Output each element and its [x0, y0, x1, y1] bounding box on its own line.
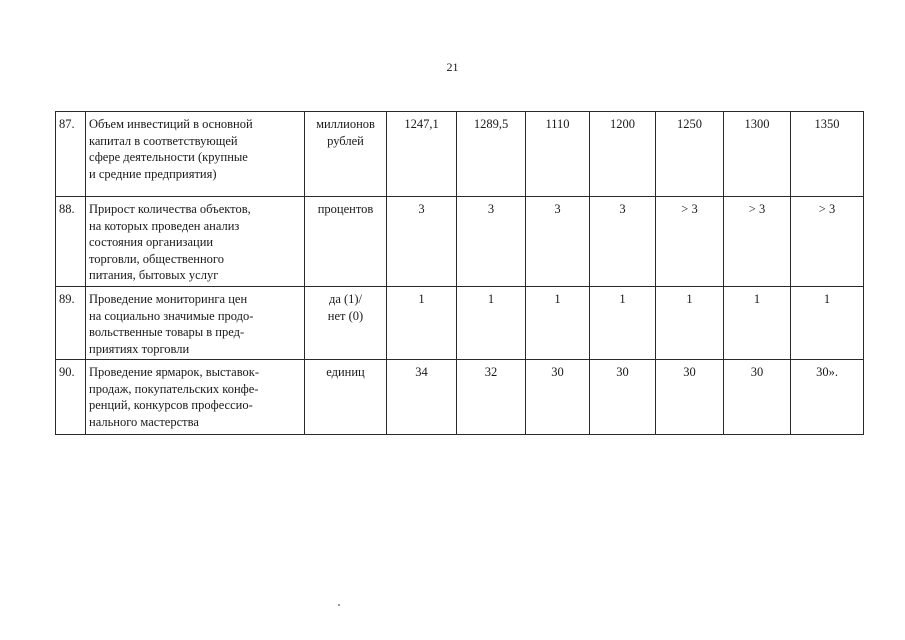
description-line: продаж, покупательских конфе- — [89, 381, 259, 396]
value-cell: 1250 — [656, 112, 724, 197]
indicators-table — [55, 111, 864, 435]
description-line: и средние предприятия) — [89, 166, 217, 181]
unit-line: рублей — [327, 133, 364, 148]
table-row — [56, 287, 864, 360]
description-line: Проведение ярмарок, выставок- — [89, 365, 260, 379]
row-number: 90. — [56, 360, 86, 435]
value-cell: 1 — [387, 287, 457, 360]
description-line: нального мастерства — [89, 414, 199, 429]
value-cell: 1110 — [526, 112, 590, 197]
description-line: ренций, конкурсов профессио- — [89, 398, 253, 412]
description-line: на которых проведен анализ — [89, 218, 240, 233]
value-cell: 1289,5 — [457, 112, 526, 197]
scan-speck — [338, 604, 340, 606]
indicator-description — [86, 112, 305, 197]
value-cell: 30 — [656, 360, 724, 435]
value-cell: 30 — [590, 360, 656, 435]
unit-line: миллионов — [316, 117, 375, 131]
description-line: торговли, общественного — [89, 251, 224, 266]
table-row — [56, 197, 864, 287]
unit-line: единиц — [326, 365, 365, 379]
description-line: Проведение мониторинга цен — [89, 292, 248, 306]
row-number: 89. — [56, 287, 86, 360]
value-cell: 30 — [526, 360, 590, 435]
value-cell: > 3 — [656, 197, 724, 287]
value-cell: > 3 — [791, 197, 864, 287]
unit-line: нет (0) — [327, 308, 364, 323]
value-cell: 1 — [457, 287, 526, 360]
value-cell: 3 — [457, 197, 526, 287]
description-line: Прирост количества объектов, — [89, 202, 251, 216]
unit-of-measure — [305, 197, 387, 287]
value-cell: 1 — [724, 287, 791, 360]
unit-of-measure — [305, 287, 387, 360]
table-row — [56, 360, 864, 435]
unit-of-measure — [305, 112, 387, 197]
value-cell: 1247,1 — [387, 112, 457, 197]
indicator-description — [86, 360, 305, 435]
indicator-description — [86, 197, 305, 287]
page-number: 21 — [446, 60, 459, 74]
description-line: Объем инвестиций в основной — [89, 117, 253, 131]
value-cell: 3 — [590, 197, 656, 287]
value-cell: 32 — [457, 360, 526, 435]
value-cell: 1 — [526, 287, 590, 360]
row-number: 87. — [56, 112, 86, 197]
value-cell: 1200 — [590, 112, 656, 197]
unit-line: процентов — [317, 202, 374, 216]
description-line: вольственные товары в пред- — [89, 325, 245, 339]
table-row — [56, 112, 864, 197]
indicator-description — [86, 287, 305, 360]
value-cell: 1 — [791, 287, 864, 360]
value-cell: 3 — [387, 197, 457, 287]
description-line: на социально значимые продо- — [89, 308, 254, 323]
unit-line: да (1)/ — [328, 292, 363, 306]
description-line: питания, бытовых услуг — [89, 268, 219, 282]
unit-of-measure — [305, 360, 387, 435]
value-cell: 30». — [791, 360, 864, 435]
description-line: состояния организации — [89, 235, 214, 249]
value-cell: 1350 — [791, 112, 864, 197]
description-line: сфере деятельности (крупные — [89, 150, 248, 164]
value-cell: 1300 — [724, 112, 791, 197]
value-cell: > 3 — [724, 197, 791, 287]
value-cell: 1 — [590, 287, 656, 360]
value-cell: 1 — [656, 287, 724, 360]
description-line: капитал в соответствующей — [89, 133, 238, 148]
value-cell: 30 — [724, 360, 791, 435]
row-number: 88. — [56, 197, 86, 287]
description-line: приятиях торговли — [89, 341, 190, 356]
value-cell: 34 — [387, 360, 457, 435]
value-cell: 3 — [526, 197, 590, 287]
